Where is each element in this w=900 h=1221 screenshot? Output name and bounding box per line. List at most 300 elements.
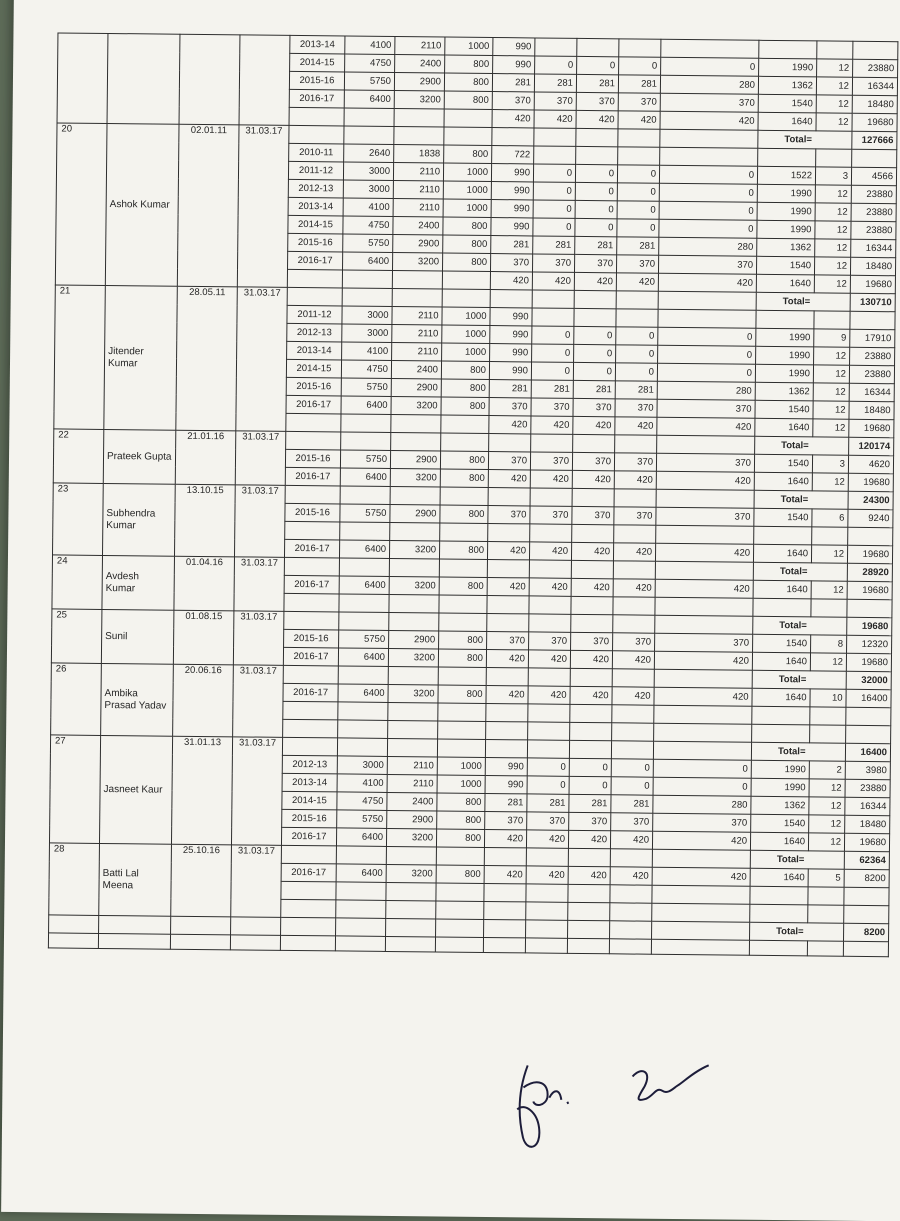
empty-cell [526, 920, 568, 938]
value-cell-d [487, 595, 529, 613]
value-cell-e: 420 [531, 416, 573, 434]
value-cell-c: 800 [444, 145, 492, 164]
value-cell-d: 420 [484, 865, 526, 883]
value-cell-e: 0 [532, 326, 574, 344]
value-cell-months [814, 311, 850, 329]
value-cell-b [392, 270, 442, 289]
value-cell-f [570, 704, 612, 722]
year-cell: 2015-16 [282, 809, 337, 828]
value-cell-rate [758, 148, 816, 167]
empty-cell [342, 288, 392, 307]
empty-cell [527, 740, 569, 758]
value-cell-c [444, 109, 492, 128]
value-cell-rate: 1990 [756, 328, 814, 347]
empty-cell [483, 937, 525, 952]
value-cell-f: 0 [574, 326, 616, 344]
value-cell-g: 370 [611, 813, 653, 831]
value-cell-months: 12 [809, 779, 845, 797]
empty-cell [571, 614, 613, 632]
value-cell-rate: 1362 [758, 76, 816, 95]
value-cell-g: 281 [617, 237, 659, 255]
serial-number: 28 [49, 843, 100, 916]
value-cell-a: 3000 [342, 324, 392, 343]
value-cell-c [441, 415, 489, 434]
value-cell-months: 12 [814, 347, 850, 365]
employee-name: Ashok Kumar [105, 123, 179, 286]
value-cell-rate: 1990 [755, 364, 813, 383]
value-cell-d: 370 [488, 505, 530, 523]
value-cell-f: 420 [571, 578, 613, 596]
value-cell-rate: 1640 [755, 418, 813, 437]
value-cell-rate: 1990 [756, 346, 814, 365]
value-cell-b: 2900 [387, 810, 437, 829]
year-cell: 2014-15 [290, 53, 345, 72]
value-cell-c [440, 523, 488, 542]
value-cell-months: 2 [809, 761, 845, 779]
to-date: 31.03.17 [234, 557, 285, 612]
value-cell-b [391, 414, 441, 433]
year-cell: 2015-16 [285, 449, 340, 468]
value-cell-h: 370 [657, 399, 755, 418]
to-date: 31.03.17 [231, 737, 282, 846]
year-cell: 2012-13 [288, 179, 343, 198]
value-cell-e: 0 [532, 344, 574, 362]
value-cell-f: 420 [576, 110, 618, 128]
value-cell-b: 3200 [391, 396, 441, 415]
total-label: Total= [753, 616, 847, 635]
value-cell-e: 420 [534, 110, 576, 128]
value-cell-months: 12 [809, 815, 845, 833]
value-cell-d: 990 [490, 344, 532, 362]
serial-number: 24 [52, 555, 103, 610]
value-cell-amount: 19680 [847, 581, 892, 599]
value-cell-amount: 23880 [851, 203, 896, 221]
value-cell-d [486, 721, 528, 739]
year-cell: 2016-17 [284, 575, 339, 594]
total-label: Total= [756, 292, 850, 311]
value-cell-months: 12 [815, 185, 851, 203]
value-cell-months: 9 [814, 329, 850, 347]
empty-cell [437, 739, 485, 758]
value-cell-e: 370 [530, 452, 572, 470]
value-cell-amount [844, 905, 889, 923]
value-cell-d: 990 [493, 56, 535, 74]
value-cell-c: 1000 [442, 325, 490, 344]
value-cell-b: 2110 [392, 306, 442, 325]
total-label: Total= [751, 742, 845, 761]
value-cell-rate: 1362 [755, 382, 813, 401]
ledger-body [48, 33, 898, 957]
value-cell-rate: 1640 [752, 652, 810, 671]
value-cell-months [810, 725, 846, 743]
value-cell-months: 8 [811, 635, 847, 653]
value-cell-amount [852, 149, 897, 167]
year-cell: 2015-16 [289, 71, 344, 90]
value-cell-c [442, 271, 490, 290]
value-cell-h: 0 [659, 183, 757, 202]
value-cell-amount: 19680 [846, 653, 891, 671]
empty-cell [490, 290, 532, 308]
total-value: 32000 [846, 671, 891, 689]
value-cell-amount [846, 725, 891, 743]
value-cell-e [530, 524, 572, 542]
value-cell-e: 0 [533, 218, 575, 236]
value-cell-amount: 23880 [850, 347, 895, 365]
empty-cell [281, 917, 336, 936]
value-cell-c: 800 [439, 577, 487, 596]
value-cell-rate [756, 310, 814, 329]
value-cell-f [572, 524, 614, 542]
value-cell-e: 0 [527, 758, 569, 776]
value-cell-h [654, 705, 752, 724]
empty-cell [613, 561, 655, 579]
value-cell-c: 1000 [443, 163, 491, 182]
value-cell-e [534, 146, 576, 164]
empty-cell [653, 741, 751, 760]
value-cell-e [532, 308, 574, 326]
value-cell-a [342, 270, 392, 289]
year-cell [283, 719, 338, 738]
value-cell-d: 420 [490, 272, 532, 290]
value-cell-f: 370 [574, 254, 616, 272]
value-cell-months: 12 [808, 833, 844, 851]
empty-cell [389, 558, 439, 577]
value-cell-g [619, 39, 661, 57]
value-cell-g: 370 [615, 399, 657, 417]
empty-cell [280, 935, 335, 951]
year-cell: 2010-11 [289, 143, 344, 162]
empty-cell [486, 667, 528, 685]
signature-1 [497, 1057, 578, 1158]
value-cell-b: 2900 [390, 450, 440, 469]
value-cell-h: 0 [661, 57, 759, 76]
value-cell-rate: 1640 [756, 274, 814, 293]
employee-name: Batti Lal Meena [99, 843, 172, 916]
value-cell-f [568, 884, 610, 902]
value-cell-a: 5750 [340, 504, 390, 523]
value-cell-f: 420 [572, 470, 614, 488]
year-cell [281, 899, 336, 918]
value-cell-h: 0 [659, 165, 757, 184]
value-cell-f: 0 [574, 344, 616, 362]
total-value: 24300 [848, 491, 893, 509]
year-cell [284, 593, 339, 612]
empty-cell [652, 921, 750, 940]
value-cell-a [336, 882, 386, 901]
value-cell-amount: 23880 [849, 365, 894, 383]
value-cell-a: 6400 [343, 252, 393, 271]
value-cell-d: 990 [490, 308, 532, 326]
value-cell-months: 12 [811, 545, 847, 563]
value-cell-h: 0 [658, 327, 756, 346]
value-cell-g: 370 [618, 93, 660, 111]
signature-2 [622, 1056, 713, 1117]
value-cell-amount: 23880 [851, 185, 896, 203]
name-cell [107, 33, 180, 124]
empty-cell [616, 291, 658, 309]
value-cell-g: 281 [611, 795, 653, 813]
value-cell-f [574, 308, 616, 326]
empty-cell [336, 918, 386, 937]
value-cell-b: 3200 [389, 576, 439, 595]
empty-cell [289, 125, 344, 144]
empty-cell [532, 290, 574, 308]
value-cell-months: 3 [815, 167, 851, 185]
empty-cell [439, 559, 487, 578]
value-cell-e: 0 [533, 164, 575, 182]
value-cell-d: 990 [491, 200, 533, 218]
value-cell-e: 0 [527, 776, 569, 794]
value-cell-b: 3200 [386, 864, 436, 883]
empty-cell [484, 919, 526, 937]
value-cell-d: 420 [486, 685, 528, 703]
total-label: Total= [753, 562, 847, 581]
value-cell-g [612, 723, 654, 741]
value-cell-b: 3200 [389, 540, 439, 559]
empty-cell [573, 434, 615, 452]
empty-cell [336, 846, 386, 865]
value-cell-g: 370 [613, 633, 655, 651]
empty-cell [230, 935, 280, 951]
empty-cell [487, 613, 529, 631]
value-cell-d: 420 [487, 577, 529, 595]
value-cell-rate: 1540 [751, 814, 809, 833]
empty-cell [654, 669, 752, 688]
value-cell-e [529, 596, 571, 614]
empty-cell [570, 668, 612, 686]
from-date: 01.04.16 [174, 556, 235, 611]
value-cell-a: 4100 [342, 342, 392, 361]
value-cell-e: 370 [531, 398, 573, 416]
value-cell-f: 370 [576, 92, 618, 110]
value-cell-a: 5750 [344, 72, 394, 91]
value-cell-rate: 1640 [752, 688, 810, 707]
value-cell-c: 800 [444, 73, 492, 92]
serial-number: 27 [49, 735, 100, 844]
empty-cell [651, 939, 749, 955]
value-cell-amount [844, 887, 889, 905]
value-cell-h: 370 [656, 507, 754, 526]
year-cell [287, 269, 342, 288]
value-cell-h: 280 [660, 75, 758, 94]
value-cell-g: 420 [612, 651, 654, 669]
value-cell-g [616, 309, 658, 327]
empty-cell [568, 848, 610, 866]
empty-cell [576, 128, 618, 146]
value-cell-g: 420 [610, 831, 652, 849]
value-cell-a: 4750 [341, 360, 391, 379]
value-cell-g: 420 [618, 111, 660, 129]
empty-cell [339, 612, 389, 631]
value-cell-rate [750, 886, 808, 905]
value-cell-a: 4750 [343, 216, 393, 235]
value-cell-months: 12 [809, 797, 845, 815]
empty-cell [394, 126, 444, 145]
empty-cell [392, 288, 442, 307]
year-cell [286, 413, 341, 432]
value-cell-d: 990 [491, 218, 533, 236]
from-date-cell [179, 34, 240, 125]
value-cell-amount: 16344 [849, 383, 894, 401]
value-cell-amount: 19680 [849, 419, 894, 437]
value-cell-d: 990 [491, 164, 533, 182]
value-cell-c: 800 [436, 829, 484, 848]
empty-cell [528, 668, 570, 686]
value-cell-a: 6400 [340, 468, 390, 487]
value-cell-e: 281 [527, 794, 569, 812]
value-cell-g: 0 [619, 57, 661, 75]
value-cell-c: 800 [437, 811, 485, 830]
value-cell-amount: 16344 [851, 239, 896, 257]
value-cell-a: 6400 [344, 90, 394, 109]
value-cell-d: 420 [487, 541, 529, 559]
value-cell-months [812, 527, 848, 545]
total-label: Total= [750, 850, 844, 869]
value-cell-b: 3200 [390, 468, 440, 487]
year-cell: 2013-14 [290, 35, 345, 54]
empty-cell [284, 557, 339, 576]
value-cell-amount: 19680 [850, 275, 895, 293]
value-cell-a [338, 702, 388, 721]
value-cell-e: 281 [534, 74, 576, 92]
value-cell-a: 6400 [339, 540, 389, 559]
value-cell-f: 370 [572, 452, 614, 470]
value-cell-rate: 1990 [759, 58, 817, 77]
value-cell-c: 800 [440, 505, 488, 524]
empty-cell [610, 921, 652, 939]
value-cell-d: 990 [489, 362, 531, 380]
value-cell-f: 281 [575, 236, 617, 254]
empty-cell [656, 489, 754, 508]
value-cell-months: 6 [812, 509, 848, 527]
empty-cell [48, 933, 98, 949]
from-date: 01.08.15 [173, 610, 234, 665]
value-cell-rate: 1640 [750, 832, 808, 851]
value-cell-f: 0 [575, 182, 617, 200]
empty-cell [442, 289, 490, 308]
value-cell-rate [759, 40, 817, 59]
value-cell-d: 281 [489, 379, 531, 397]
value-cell-months: 12 [817, 59, 853, 77]
value-cell-rate: 1540 [754, 508, 812, 527]
value-cell-h: 370 [660, 93, 758, 112]
value-cell-f: 370 [572, 506, 614, 524]
value-cell-rate [752, 724, 810, 743]
value-cell-months: 12 [813, 401, 849, 419]
year-cell: 2016-17 [288, 251, 343, 270]
value-cell-amount: 18480 [845, 815, 890, 833]
value-cell-b: 2400 [387, 792, 437, 811]
year-cell: 2016-17 [283, 647, 338, 666]
value-cell-e [528, 722, 570, 740]
value-cell-h: 420 [656, 471, 754, 490]
empty-cell [340, 486, 390, 505]
value-cell-e: 0 [533, 182, 575, 200]
empty-cell [657, 435, 755, 454]
empty-cell [610, 849, 652, 867]
empty-cell [489, 433, 531, 451]
empty-cell [440, 487, 488, 506]
year-cell: 2016-17 [284, 539, 339, 558]
value-cell-f: 0 [575, 164, 617, 182]
value-cell-c: 800 [445, 55, 493, 74]
empty-cell [231, 917, 281, 936]
value-cell-d: 281 [491, 236, 533, 254]
value-cell-b: 3200 [388, 648, 438, 667]
from-date: 31.01.13 [171, 736, 232, 845]
value-cell-h: 0 [653, 777, 751, 796]
empty-cell [613, 615, 655, 633]
value-cell-c [436, 883, 484, 902]
value-cell-e [526, 884, 568, 902]
total-label: Total= [755, 436, 849, 455]
value-cell-rate [752, 706, 810, 725]
value-cell-f: 281 [569, 794, 611, 812]
empty-cell [387, 738, 437, 757]
value-cell-a: 2640 [344, 144, 394, 163]
value-cell-d: 990 [490, 326, 532, 344]
value-cell-g [613, 597, 655, 615]
value-cell-h: 0 [659, 201, 757, 220]
value-cell-h: 420 [660, 111, 758, 130]
value-cell-d: 281 [492, 74, 534, 92]
value-cell-b [388, 702, 438, 721]
value-cell-e: 370 [534, 92, 576, 110]
value-cell-months [810, 707, 846, 725]
value-cell-d: 370 [492, 92, 534, 110]
empty-cell [283, 665, 338, 684]
value-cell-g: 0 [617, 201, 659, 219]
value-cell-rate [753, 598, 811, 617]
empty-cell [571, 560, 613, 578]
value-cell-amount: 23880 [851, 221, 896, 239]
value-cell-a: 3000 [343, 162, 393, 181]
value-cell-f: 281 [576, 74, 618, 92]
value-cell-c: 800 [438, 685, 486, 704]
value-cell-d: 990 [493, 38, 535, 56]
year-cell: 2016-17 [286, 395, 341, 414]
value-cell-months: 12 [811, 581, 847, 599]
value-cell-c [436, 901, 484, 920]
value-cell-amount [848, 527, 893, 545]
value-cell-f: 0 [573, 362, 615, 380]
empty-cell [614, 489, 656, 507]
year-cell: 2016-17 [283, 683, 338, 702]
value-cell-h: 0 [659, 219, 757, 238]
value-cell-g: 0 [617, 183, 659, 201]
value-cell-rate: 1362 [751, 796, 809, 815]
empty-cell [488, 487, 530, 505]
value-cell-amount: 9240 [848, 509, 893, 527]
value-cell-e: 281 [531, 380, 573, 398]
value-cell-e: 420 [528, 686, 570, 704]
value-cell-rate: 1640 [753, 544, 811, 563]
value-cell-a: 3000 [343, 180, 393, 199]
value-cell-f: 281 [573, 380, 615, 398]
empty-cell [49, 915, 99, 934]
value-cell-c: 1000 [443, 181, 491, 200]
value-cell-amount: 16344 [852, 77, 897, 95]
value-cell-b [388, 720, 438, 739]
value-cell-g [618, 147, 660, 165]
value-cell-e [535, 38, 577, 56]
value-cell-amount: 18480 [852, 95, 897, 113]
empty-cell [574, 290, 616, 308]
value-cell-d: 722 [492, 146, 534, 164]
value-cell-amount: 4566 [851, 167, 896, 185]
value-cell-amount: 16400 [846, 689, 891, 707]
empty-cell [282, 737, 337, 756]
